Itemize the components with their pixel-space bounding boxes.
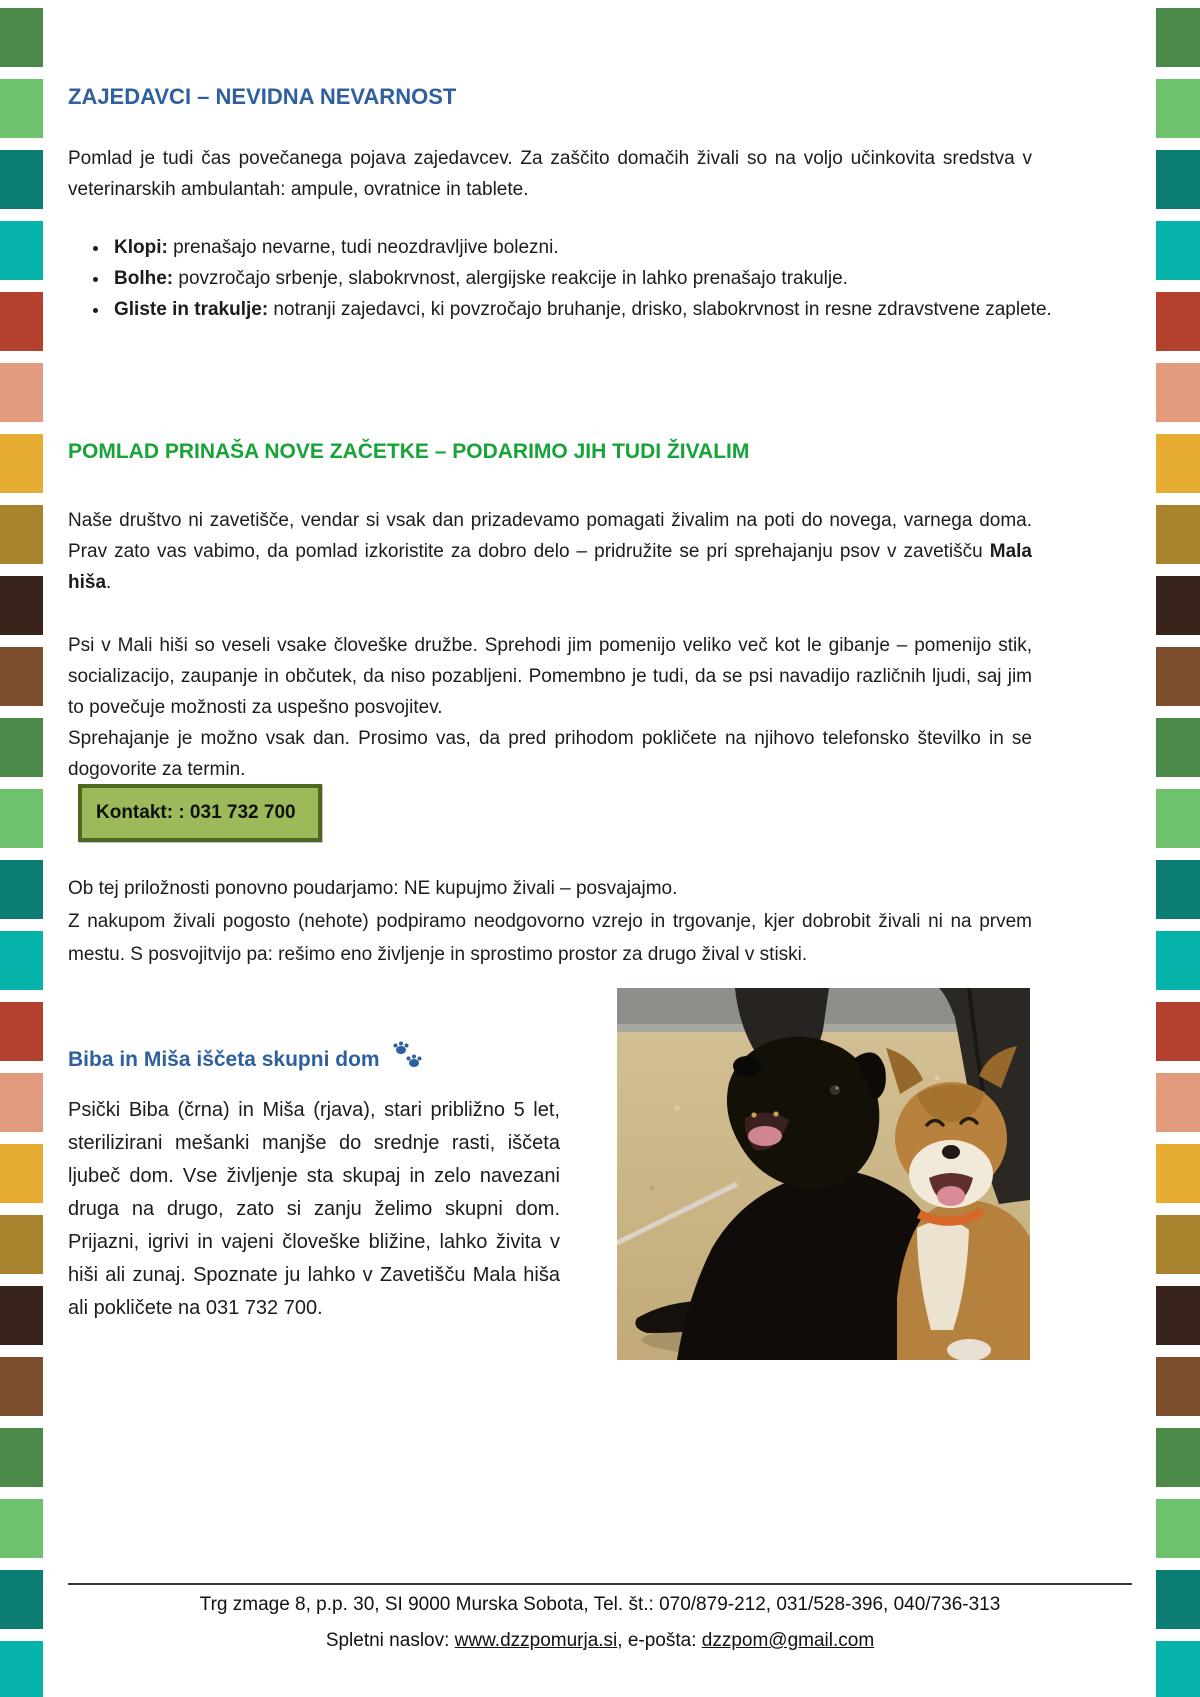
adopt-paragraph xyxy=(68,872,1032,971)
contact-phone-label: Kontakt: : 031 732 700 xyxy=(96,802,296,823)
color-tile xyxy=(1156,1215,1200,1274)
paragraph-text: Z nakupom živali pogosto (nehote) podpiramo neodgovorno vzrejo in trgovanje, kjer dobrobit živali ni na prvem mestu. S posvojitvijo pa: rešimo eno življenje in sprostimo prostor za drugo žival v stiski. xyxy=(68,911,1032,965)
parasites-intro-paragraph: Pomlad je tudi čas povečanega pojava zajedavcev. Za zaščito domačih živali so na voljo učinkovita sredstva v veterinarskih ambulantah: ampule, ovratnice in tablete. xyxy=(68,148,1032,200)
list-item xyxy=(110,294,1074,325)
color-tile xyxy=(0,1357,43,1416)
color-tile xyxy=(1156,576,1200,635)
color-tile xyxy=(1156,292,1200,351)
color-tile xyxy=(1156,647,1200,706)
paragraph-text: . xyxy=(106,572,112,593)
color-tile xyxy=(1156,789,1200,848)
color-tile xyxy=(0,1002,43,1061)
color-tile xyxy=(1156,718,1200,777)
color-tile xyxy=(0,434,43,493)
section-title-parasites: ZAJEDAVCI – NEVIDNA NEVARNOST xyxy=(68,84,457,109)
color-tile xyxy=(1156,1073,1200,1132)
parasites-bullet-list xyxy=(68,232,1074,325)
footer-address: Trg zmage 8, p.p. 30, SI 9000 Murska Sobota, Tel. št.: 070/879-212, 031/528-396, 040/736-313 xyxy=(199,1594,1001,1615)
color-tile xyxy=(0,150,43,209)
color-tile xyxy=(1156,1499,1200,1558)
spring-paragraph-1 xyxy=(68,505,1032,598)
paragraph-text: Psi v Mali hiši so veseli vsake človeške družbe. Sprehodi jim pomenijo veliko več kot le gibanje – pomenijo stik, socializacijo, zaupanje in občutek, da niso pozabljeni. Pomembno je tudi, da se psi navadijo različnih ljudi, saj jim to povečuje možnosti za uspešno posvojitev. xyxy=(68,635,1032,718)
color-tile xyxy=(0,1286,43,1345)
color-tile xyxy=(1156,150,1200,209)
color-tile xyxy=(1156,1286,1200,1345)
color-tile xyxy=(0,292,43,351)
spring-paragraph-2 xyxy=(68,630,1032,785)
color-tile xyxy=(1156,860,1200,919)
biba-paragraph: Psički Biba (črna) in Miša (rjava), stari približno 5 let, sterilizirani mešanki manjše do srednje rasti, iščeta ljubeč dom. Vse življenje sta skupaj in zelo navezani druga na drugo, zato si zanju želimo skupni dom. Prijazni, igrivi in vajeni človeške bližine, lahko živita v hiši ali zunaj. Spoznate ju lahko v Zavetišču Mala hiša ali pokličete na 031 732 700. xyxy=(68,1099,560,1319)
color-tile xyxy=(1156,79,1200,138)
section-title-biba xyxy=(68,1040,424,1076)
left-color-strip xyxy=(0,8,43,1697)
paragraph-text: Naše društvo ni zavetišče, vendar si vsak dan prizadevamo pomagati živalim na poti do novega, varnega doma. Prav zato vas vabimo, da pomlad izkoristite za dobro delo – pridružite se pri sprehajanju psov v zavetišču xyxy=(68,510,1032,562)
color-tile xyxy=(0,79,43,138)
bullet-lead: Bolhe: xyxy=(114,268,174,289)
bullet-lead: Klopi: xyxy=(114,237,168,258)
footer-text: Spletni naslov: xyxy=(325,1630,455,1651)
color-tile xyxy=(1156,1144,1200,1203)
color-tile xyxy=(0,1144,43,1203)
color-tile xyxy=(0,576,43,635)
color-tile xyxy=(0,1215,43,1274)
footer-divider xyxy=(68,1583,1132,1585)
email-link[interactable]: dzzpom@gmail.com xyxy=(701,1630,875,1651)
footer-contacts xyxy=(0,1630,1200,1652)
shelter-name: Mala hiša xyxy=(68,541,1032,593)
website-link[interactable]: www.dzzpomurja.si xyxy=(454,1630,618,1651)
color-tile xyxy=(1156,363,1200,422)
list-item xyxy=(110,232,1074,263)
color-tile xyxy=(0,860,43,919)
color-tile xyxy=(1156,221,1200,280)
color-tile xyxy=(0,363,43,422)
footer-text: , e-pošta: xyxy=(617,1630,702,1651)
color-tile xyxy=(1156,1357,1200,1416)
color-tile xyxy=(0,1428,43,1487)
bullet-text: prenašajo nevarne, tudi neozdravljive bolezni. xyxy=(167,237,559,258)
color-tile xyxy=(0,1499,43,1558)
color-tile xyxy=(0,931,43,990)
heading-text: Biba in Miša iščeta skupni dom xyxy=(68,1048,380,1071)
color-tile xyxy=(0,789,43,848)
color-tile xyxy=(0,221,43,280)
color-tile xyxy=(0,718,43,777)
paragraph-text: Ob tej priložnosti ponovno poudarjamo: NE kupujmo živali – posvajajmo. xyxy=(68,878,678,899)
paw-prints-icon xyxy=(390,1040,424,1076)
bullet-lead: Gliste in trakulje: xyxy=(114,299,269,320)
right-color-strip xyxy=(1156,8,1200,1697)
bullet-text: povzročajo srbenje, slabokrvnost, alergijske reakcije in lahko prenašajo trakulje. xyxy=(173,268,848,289)
color-tile xyxy=(1156,1428,1200,1487)
paragraph-text: Sprehajanje je možno vsak dan. Prosimo vas, da pred prihodom pokličete na njihovo telefonsko številko in se dogovorite za termin. xyxy=(68,728,1032,780)
color-tile xyxy=(1156,931,1200,990)
color-tile xyxy=(0,505,43,564)
dogs-photo xyxy=(617,988,1030,1360)
color-tile xyxy=(1156,1002,1200,1061)
color-tile xyxy=(0,647,43,706)
color-tile xyxy=(0,1073,43,1132)
contact-box xyxy=(78,784,322,842)
color-tile xyxy=(1156,505,1200,564)
bullet-text: notranji zajedavci, ki povzročajo bruhanje, drisko, slabokrvnost in resne zdravstvene zaplete. xyxy=(268,299,1052,320)
list-item xyxy=(110,263,1074,294)
color-tile xyxy=(1156,8,1200,67)
color-tile xyxy=(0,8,43,67)
color-tile xyxy=(1156,434,1200,493)
section-title-spring: POMLAD PRINAŠA NOVE ZAČETKE – PODARIMO JIH TUDI ŽIVALIM xyxy=(68,440,750,463)
